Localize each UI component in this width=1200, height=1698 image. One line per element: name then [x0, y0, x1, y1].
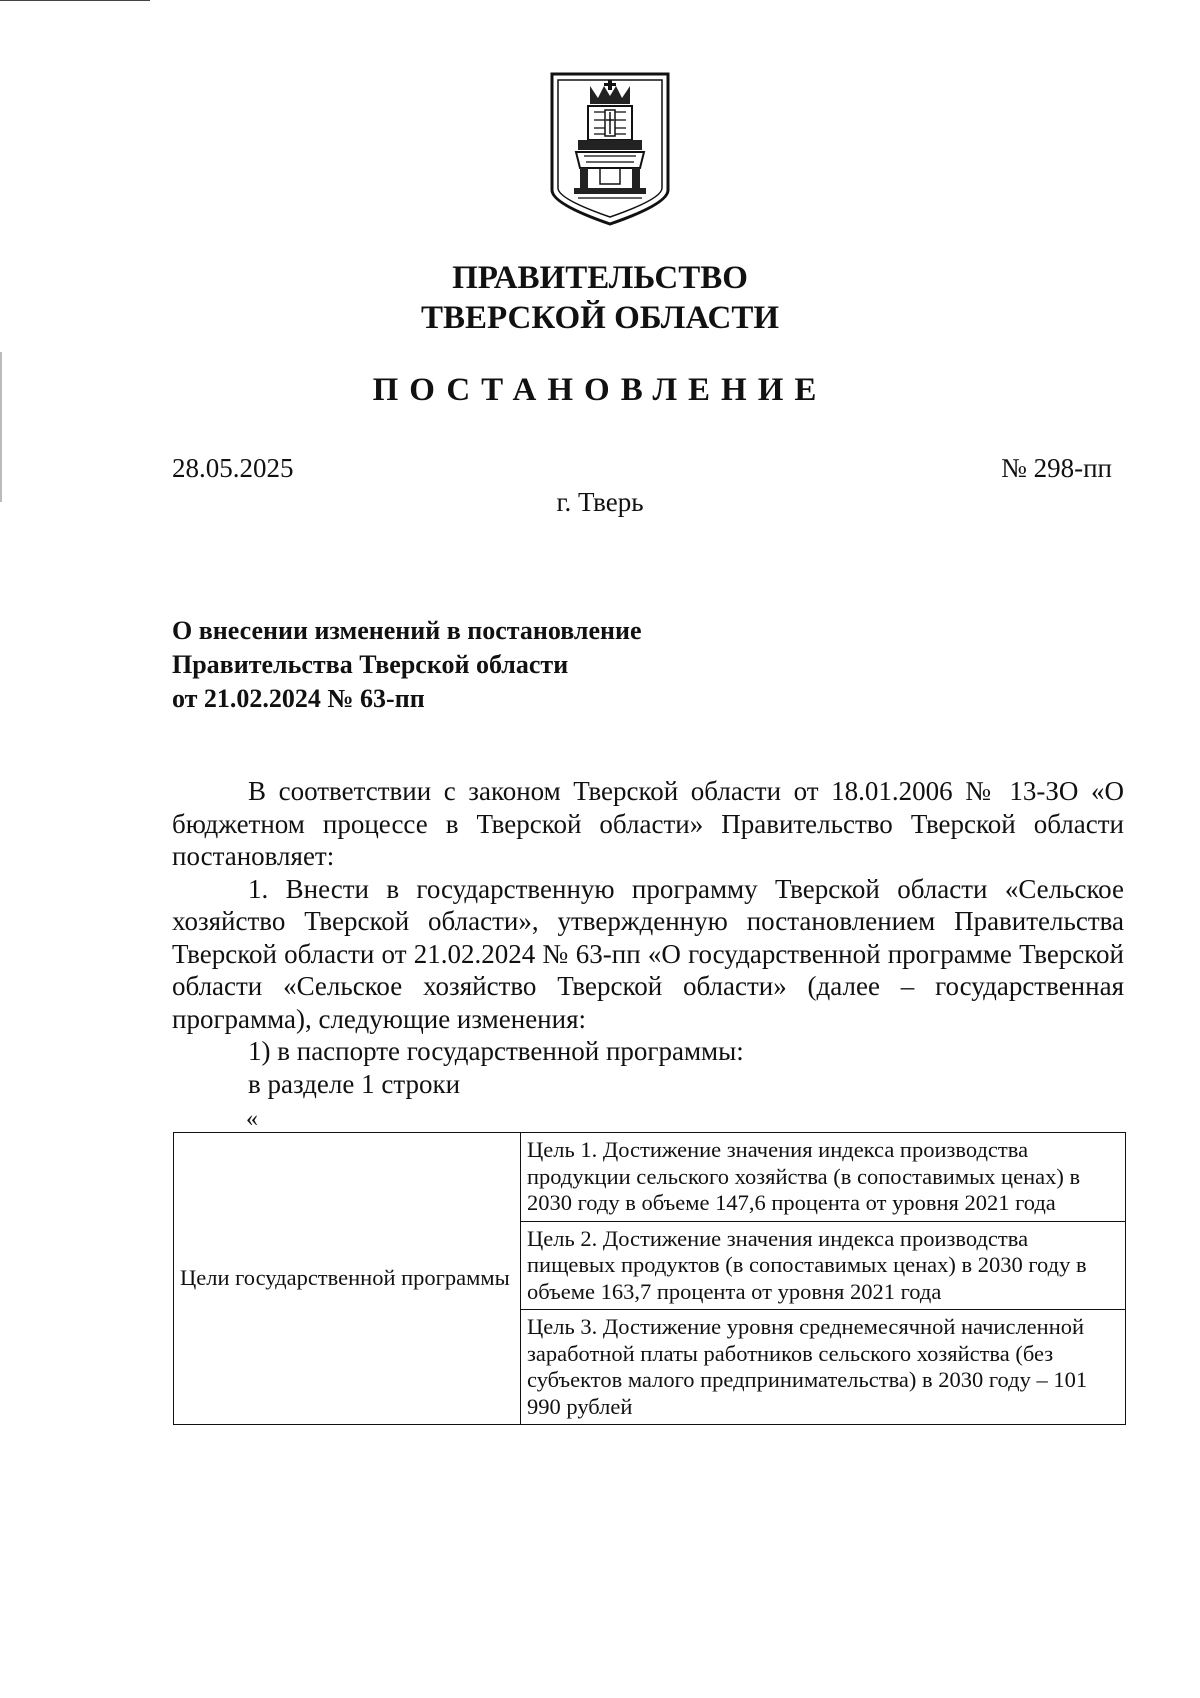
issuing-body-line: ТВЕРСКОЙ ОБЛАСТИ	[420, 300, 780, 336]
table-goal-cell: Цель 2. Достижение значения индекса производства пищевых продуктов (в сопоставимых ценах) в 2030 году в объеме 163,7 процента от уровня 2021 года	[521, 1221, 1126, 1310]
document-body	[172, 775, 1124, 1100]
subject-line: от 21.02.2024 № 63-пп	[172, 684, 425, 713]
scan-edge-mark	[0, 0, 150, 1]
program-goals-table	[173, 1132, 1126, 1425]
document-date: 28.05.2025	[172, 453, 294, 483]
issuing-body-line: ПРАВИТЕЛЬСТВО	[452, 260, 748, 296]
document-subject	[172, 614, 872, 716]
open-quote-mark: «	[246, 1106, 258, 1132]
table-row	[174, 1133, 1126, 1222]
body-item: 1) в паспорте государственной программы:	[248, 1036, 744, 1066]
subject-line: О внесении изменений в постановление	[172, 616, 642, 645]
table-goal-cell: Цель 3. Достижение уровня среднемесячной начисленной заработной платы работников сельского хозяйства (без субъектов малого предпринимательства) в 2030 году – 101 990 рублей	[521, 1310, 1126, 1425]
document-city: г. Тверь	[556, 487, 644, 517]
issuing-body	[0, 258, 1200, 338]
table-goal-cell: Цель 1. Достижение значения индекса производства продукции сельского хозяйства (в сопоставимых ценах) в 2030 году в объеме 147,6 процента от уровня 2021 года	[521, 1133, 1126, 1222]
document-number: № 298-пп	[1001, 453, 1112, 483]
body-item: в разделе 1 строки	[248, 1068, 461, 1099]
document-type: ПОСТАНОВЛЕНИЕ	[372, 372, 828, 408]
subject-line: Правительства Тверской области	[172, 650, 569, 679]
body-paragraph: В соответствии с законом Тверской области от 18.01.2006 № 13-ЗО «О бюджетном процессе в Тверской области» Правительство Тверской области постановляет:	[172, 776, 1124, 871]
body-paragraph: 1. Внести в государственную программу Тверской области «Сельское хозяйство Тверской области», утвержденную постановлением Правительства Тверской области от 21.02.2024 № 63-пп «О государственной программе Тверской области «Сельское хозяйство Тверской области» (далее – государственная программа), следующие изменения:	[172, 873, 1124, 1034]
tver-coat-of-arms-icon	[548, 72, 672, 226]
table-label-cell: Цели государственной программы	[174, 1133, 521, 1425]
